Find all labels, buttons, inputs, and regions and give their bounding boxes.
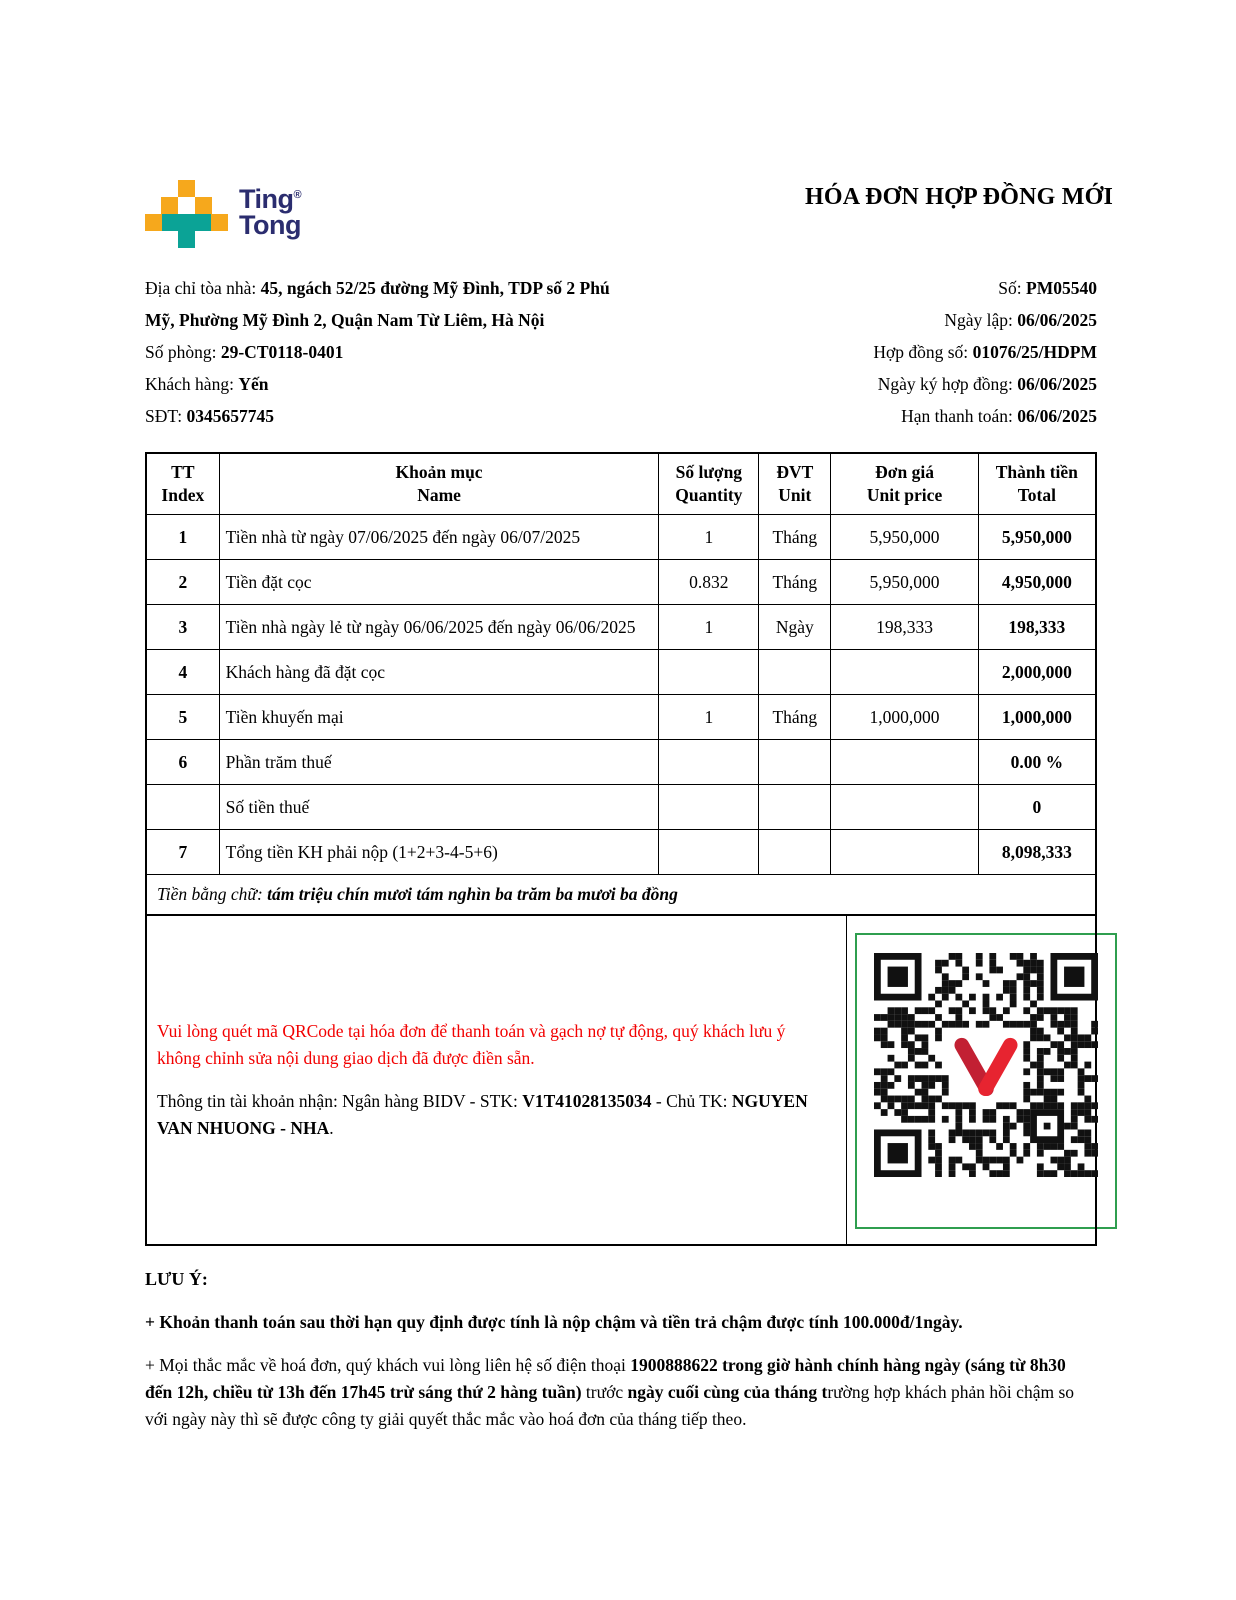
info-left-block (145, 272, 665, 432)
cell-unit-price (831, 650, 978, 695)
qr-code (874, 953, 1098, 1177)
payment-due-date: Hạn thanh toán: 06/06/2025 (901, 406, 1097, 426)
cell-quantity (659, 650, 759, 695)
cell-name: Tiền nhà ngày lẻ từ ngày 06/06/2025 đến ngày 06/06/2025 (219, 605, 659, 650)
col-header-name: Khoản mục Name (219, 453, 659, 515)
cell-unit (759, 740, 831, 785)
late-payment-note: + Khoản thanh toán sau thời hạn quy định được tính là nộp chậm và tiền trả chậm được tính 100.000đ/1ngày. (145, 1312, 963, 1332)
room-number: Số phòng: 29-CT0118-0401 (145, 342, 344, 362)
cell-index: 6 (146, 740, 219, 785)
cell-name: Tổng tiền KH phải nộp (1+2+3-4-5+6) (219, 830, 659, 875)
cell-name: Tiền đặt cọc (219, 560, 659, 605)
col-header-index: TT Index (146, 453, 219, 515)
invoice-page (145, 178, 1113, 1433)
table-row (146, 695, 1096, 740)
building-address: Địa chỉ tòa nhà: 45, ngách 52/25 đường Mỹ Đình, TDP số 2 Phú Mỹ, Phường Mỹ Đình 2, Quận Nam Từ Liêm, Hà Nội (145, 278, 610, 330)
cell-index: 1 (146, 515, 219, 560)
cell-unit: Tháng (759, 515, 831, 560)
cell-unit: Tháng (759, 560, 831, 605)
cell-quantity: 1 (659, 695, 759, 740)
cell-quantity (659, 830, 759, 875)
cell-unit-price (831, 740, 978, 785)
footer-notes (145, 1266, 1097, 1433)
cell-name: Phần trăm thuế (219, 740, 659, 785)
cell-quantity: 1 (659, 605, 759, 650)
cell-index: 7 (146, 830, 219, 875)
table-row (146, 785, 1096, 830)
table-row (146, 650, 1096, 695)
cell-name: Tiền khuyến mại (219, 695, 659, 740)
amount-in-words: Tiền bằng chữ: tám triệu chín mươi tám nghìn ba trăm ba mươi ba đồng (146, 875, 1096, 916)
customer-name: Khách hàng: Yến (145, 374, 269, 394)
cell-total: 8,098,333 (978, 830, 1096, 875)
notes-heading: LƯU Ý: (145, 1269, 208, 1289)
receiving-account-info: Thông tin tài khoản nhận: Ngân hàng BIDV - STK: V1T41028135034 - Chủ TK: NGUYEN VAN NHUONG - NHA. (157, 1091, 808, 1138)
cell-unit (759, 650, 831, 695)
cell-unit-price: 5,950,000 (831, 515, 978, 560)
tingtong-logo-text (239, 182, 301, 238)
invoice-number: Số: PM05540 (998, 278, 1097, 298)
table-row (146, 830, 1096, 875)
items-table (145, 452, 1097, 916)
cell-quantity: 1 (659, 515, 759, 560)
table-row (146, 605, 1096, 650)
cell-unit: Ngày (759, 605, 831, 650)
cell-unit-price (831, 830, 978, 875)
col-header-unit: ĐVT Unit (759, 453, 831, 515)
cell-unit: Tháng (759, 695, 831, 740)
cell-quantity (659, 785, 759, 830)
qr-warning-note: Vui lòng quét mã QRCode tại hóa đơn để thanh toán và gạch nợ tự động, quý khách lưu ý không chỉnh sửa nội dung giao dịch đã được điền sẵn. (157, 1021, 786, 1068)
cell-unit (759, 830, 831, 875)
amount-in-words-row (146, 875, 1096, 916)
cell-unit-price: 5,950,000 (831, 560, 978, 605)
cell-unit-price: 1,000,000 (831, 695, 978, 740)
cell-index (146, 785, 219, 830)
cell-total: 4,950,000 (978, 560, 1096, 605)
table-row (146, 515, 1096, 560)
registered-mark: ® (293, 189, 302, 201)
cell-index: 2 (146, 560, 219, 605)
page-title: HÓA ĐƠN HỢP ĐỒNG MỚI (804, 184, 1113, 210)
cell-total: 2,000,000 (978, 650, 1096, 695)
info-right-block (873, 272, 1097, 432)
tingtong-logo (145, 178, 301, 246)
invoice-info (145, 272, 1097, 432)
invoice-header (145, 178, 1113, 258)
cell-total: 198,333 (978, 605, 1096, 650)
cell-name: Khách hàng đã đặt cọc (219, 650, 659, 695)
cell-index: 5 (146, 695, 219, 740)
tingtong-logo-icon (145, 180, 227, 246)
cell-unit-price (831, 785, 978, 830)
qr-cell (847, 915, 1097, 1245)
cell-unit (759, 785, 831, 830)
cell-total: 0 (978, 785, 1096, 830)
hotline-note: + Mọi thắc mắc về hoá đơn, quý khách vui lòng liên hệ số điện thoại 1900888622 trong giờ hành chính hàng ngày (sáng từ 8h30 đến 12h, chiều từ 13h đến 17h45 trừ sáng thứ 2 hàng tuần) trước ngày cuối cùng của tháng trường hợp khách phản hồi chậm so với ngày này thì sẽ được công ty giải quyết thắc mắc vào hoá đơn của tháng tiếp theo. (145, 1355, 1075, 1429)
cell-unit-price: 198,333 (831, 605, 978, 650)
contract-number: Hợp đồng số: 01076/25/HDPM (873, 342, 1097, 362)
table-row (146, 740, 1096, 785)
col-header-total: Thành tiền Total (978, 453, 1096, 515)
cell-name: Số tiền thuế (219, 785, 659, 830)
payment-instructions-cell (146, 915, 847, 1245)
issue-date: Ngày lập: 06/06/2025 (944, 310, 1097, 330)
cell-quantity: 0.832 (659, 560, 759, 605)
table-row (146, 560, 1096, 605)
cell-index: 4 (146, 650, 219, 695)
col-header-unit-price: Đơn giá Unit price (831, 453, 978, 515)
qr-code-frame (855, 933, 1117, 1229)
contract-sign-date: Ngày ký hợp đồng: 06/06/2025 (877, 374, 1097, 394)
cell-total: 0.00 % (978, 740, 1096, 785)
cell-quantity (659, 740, 759, 785)
cell-total: 1,000,000 (978, 695, 1096, 740)
cell-total: 5,950,000 (978, 515, 1096, 560)
cell-index: 3 (146, 605, 219, 650)
table-header-row (146, 453, 1096, 515)
payment-section (145, 914, 1097, 1246)
cell-name: Tiền nhà từ ngày 07/06/2025 đến ngày 06/07/2025 (219, 515, 659, 560)
col-header-quantity: Số lượng Quantity (659, 453, 759, 515)
brand-name-line2: Tong (239, 210, 301, 240)
brand-name-line1: Ting (239, 184, 294, 214)
customer-phone: SĐT: 0345657745 (145, 406, 274, 426)
